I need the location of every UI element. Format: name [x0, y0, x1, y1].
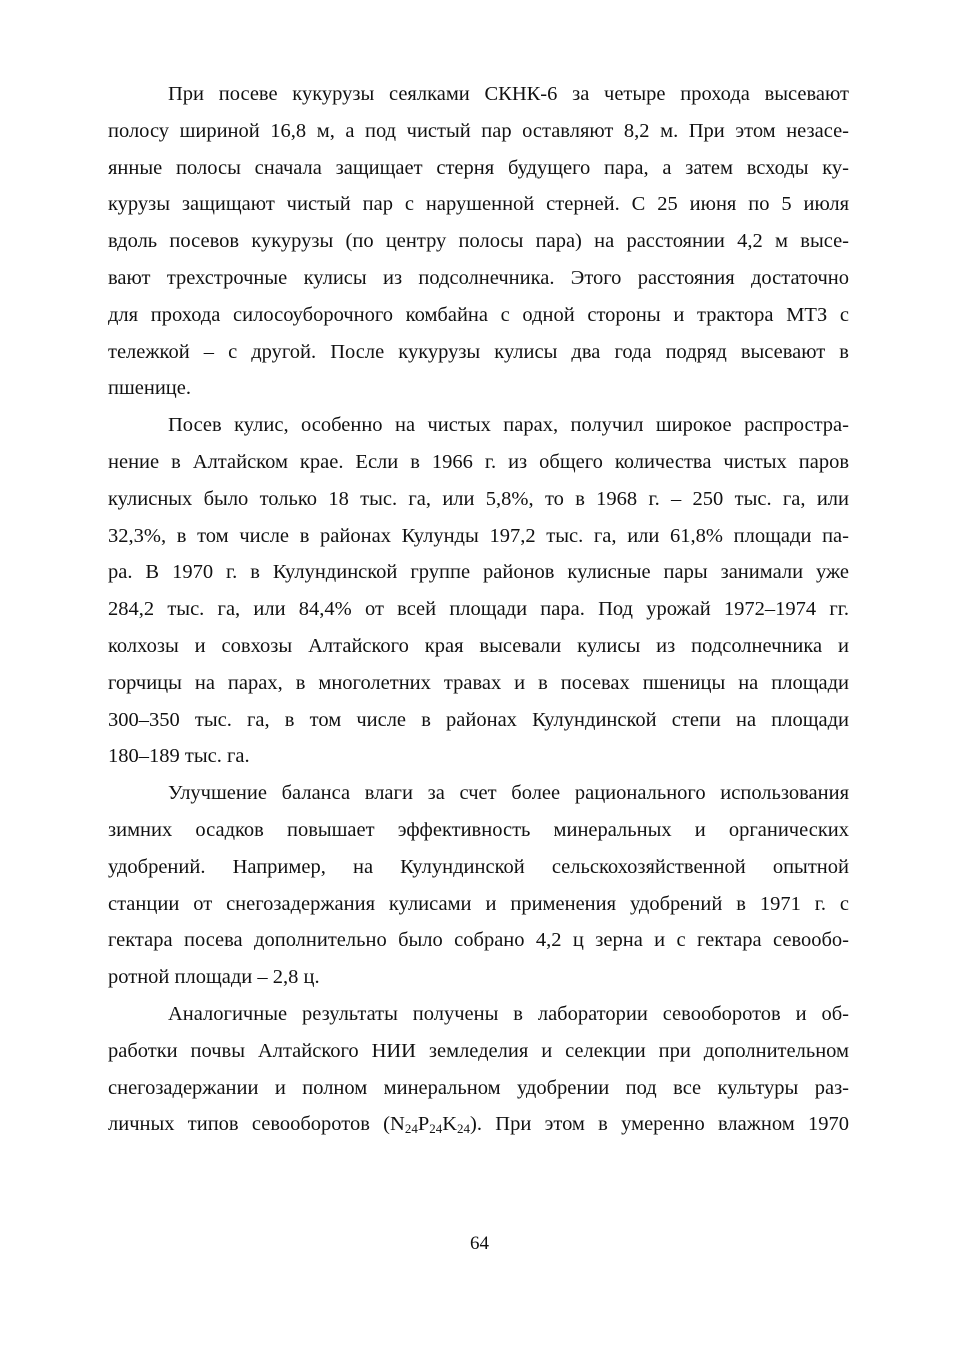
page-number: 64	[470, 1233, 489, 1254]
text-line: При посеве кукурузы сеялками СКНК-6 за четыре прохода высевают	[168, 83, 849, 105]
text-line: янные полосы сначала защищает стерня будущего пара, а затем всходы ку-	[108, 156, 849, 179]
text-line: ра. В 1970 г. в Кулундинской группе районов кулисные пары занимали уже	[108, 561, 849, 584]
paragraph-3	[108, 775, 849, 996]
text-line: Улучшение баланса влаги за счет более рационального использования	[168, 782, 849, 805]
text-line: кулисных было только 18 тыс. га, или 5,8%, то в 1968 г. – 250 тыс. га, или	[108, 487, 849, 510]
formula-line	[108, 1106, 849, 1143]
text-line: тележкой – с другой. После кукурузы кулисы два года подряд высевают в	[108, 340, 849, 363]
text-line: пшенице.	[108, 377, 191, 400]
text-line: горчицы на парах, в многолетних травах и в посевах пшеницы на площади	[108, 671, 849, 694]
text-line: вдоль посевов кукурузы (по центру полосы пара) на расстоянии 4,2 м высе-	[108, 230, 849, 253]
text-line: 300–350 тыс. га, в том числе в районах Кулундинской степи на площади	[108, 708, 849, 731]
text-line: ротной площади – 2,8 ц.	[108, 966, 320, 989]
text-line: станции от снегозадержания кулисами и применения удобрений в 1971 г. с	[108, 892, 849, 915]
formula-n-sub: 24	[404, 1121, 418, 1137]
formula-text-before: личных типов севооборотов (	[108, 1113, 391, 1136]
text-line: нение в Алтайском крае. Если в 1966 г. из общего количества чистых паров	[108, 450, 849, 473]
text-line: работки почвы Алтайского НИИ земледелия и селекции при дополнительном	[108, 1039, 849, 1062]
text-line: 32,3%, в том числе в районах Кулунды 197,2 тыс. га, или 61,8% площади па-	[108, 524, 849, 547]
text-line: Аналогичные результаты получены в лаборатории севооборотов и об-	[168, 1002, 849, 1025]
formula-k-sub: 24	[457, 1121, 471, 1137]
formula-n: N	[390, 1113, 405, 1136]
text-line: 180–189 тыс. га.	[108, 745, 250, 768]
text-line: зимних осадков повышает эффективность минеральных и органических	[108, 818, 849, 841]
formula-text-after: ). При этом в умеренно влажном 1970	[470, 1113, 849, 1136]
text-line: колхозы и совхозы Алтайского края высевали кулисы из подсолнечника и	[108, 634, 849, 657]
paragraph-4	[108, 996, 849, 1143]
paragraph-2	[108, 407, 849, 775]
text-line: удобрений. Например, на Кулундинской сельскохозяйственной опытной	[108, 855, 849, 878]
text-line: 284,2 тыс. га, или 84,4% от всей площади пара. Под урожай 1972–1974 гг.	[108, 598, 849, 621]
formula-p: P	[417, 1113, 430, 1136]
formula-k: K	[442, 1113, 458, 1136]
text-line: вают трехстрочные кулисы из подсолнечника. Этого расстояния достаточно	[108, 266, 849, 289]
text-line: снегозадержании и полном минеральном удобрении под все культуры раз-	[108, 1076, 849, 1099]
formula-p-sub: 24	[429, 1121, 443, 1137]
text-line: курузы защищают чистый пар с нарушенной стерней. С 25 июня по 5 июля	[108, 193, 849, 216]
text-line: гектара посева дополнительно было собрано 4,2 ц зерна и с гектара севообо-	[108, 929, 849, 952]
text-line: полосу шириной 16,8 м, а под чистый пар оставляют 8,2 м. При этом незасе-	[108, 119, 849, 142]
paragraph-1	[108, 76, 849, 407]
body-text	[108, 76, 849, 1143]
text-line: для прохода силосоуборочного комбайна с одной стороны и трактора МТЗ с	[108, 303, 849, 326]
text-line: Посев кулис, особенно на чистых парах, получил широкое распростра-	[168, 414, 849, 437]
